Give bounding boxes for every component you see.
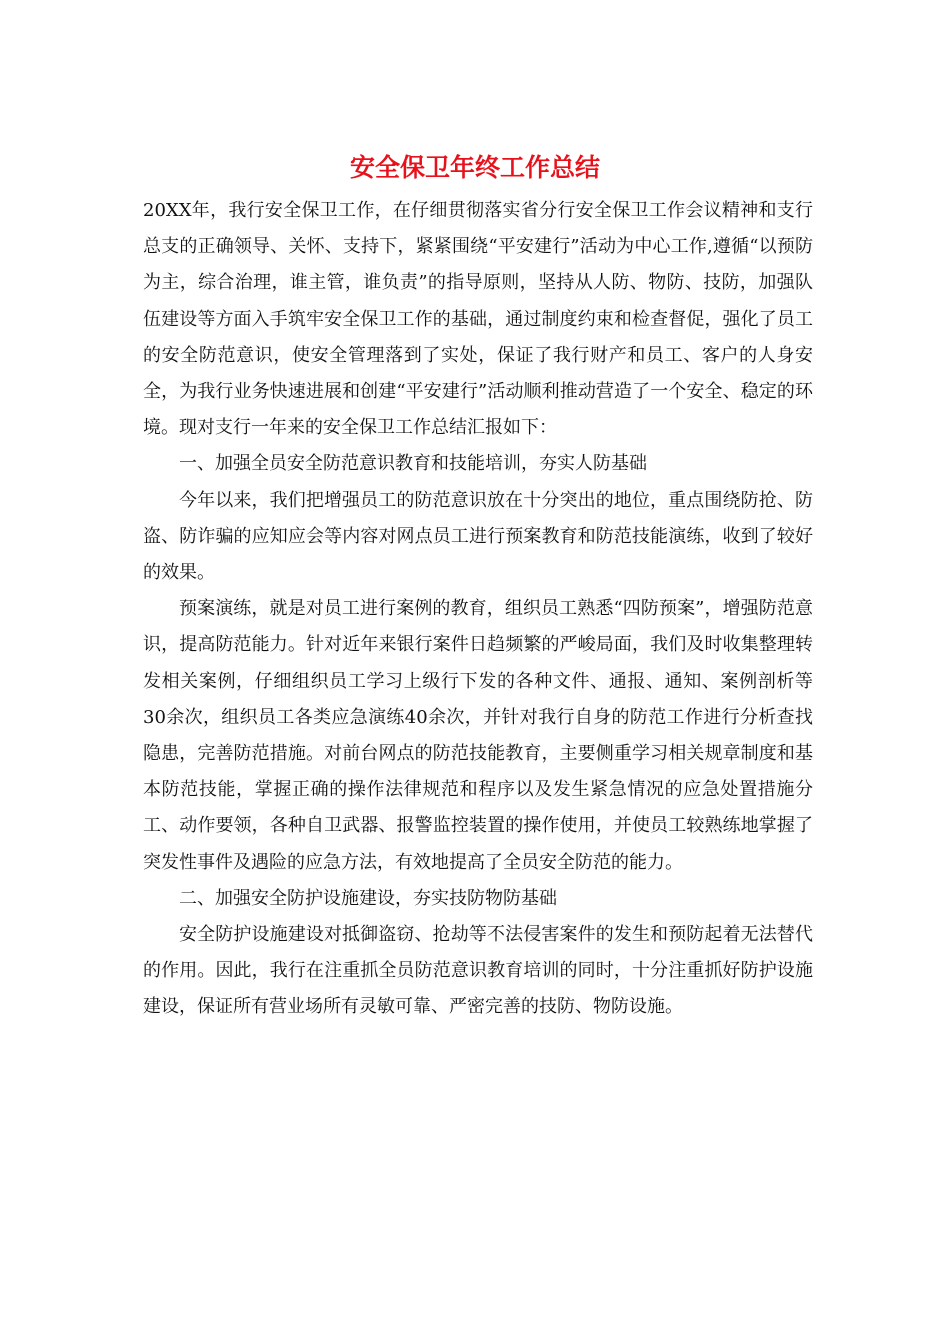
section-heading-2: 二、加强安全防护设施建设，夯实技防物防基础	[179, 887, 557, 909]
paragraph: 安全防护设施建设对抵御盗窃、抢劫等不法侵害案件的发生和预防起着无法替代的作用。因此，我行在注重抓全员防范意识教育培训的同时，十分注重抓好防护设施建设，保证所有营业场所有灵敏可靠、严密完善的技防、物防设施。	[143, 924, 813, 1018]
document-body	[143, 193, 813, 1026]
document-title: 安全保卫年终工作总结	[349, 153, 600, 182]
section-heading-1: 一、加强全员安全防范意识教育和技能培训，夯实人防基础	[179, 453, 647, 475]
paragraph-intro: 20XX年，我行安全保卫工作，在仔细贯彻落实省分行安全保卫工作会议精神和支行总支的正确领导、关怀、支持下，紧紧围绕“平安建行”活动为中心工作,遵循“以预防为主，综合治理，谁主管，谁负责”的指导原则，坚持从人防、物防、技防，加强队伍建设等方面入手筑牢安全保卫工作的基础，通过制度约束和检查督促，强化了员工的安全防范意识，使安全管理落到了实处，保证了我行财产和员工、客户的人身安全，为我行业务快速进展和创建“平安建行”活动顺利推动营造了一个安全、稳定的环境。现对支行一年来的安全保卫工作总结汇报如下：	[143, 200, 813, 439]
paragraph: 预案演练，就是对员工进行案例的教育，组织员工熟悉“四防预案”，增强防范意识，提高防范能力。针对近年来银行案件日趋频繁的严峻局面，我们及时收集整理转发相关案例，仔细组织员工学习上级行下发的各种文件、通报、通知、案例剖析等30余次，组织员工各类应急演练40余次，并针对我行自身的防范工作进行分析查找隐患，完善防范措施。对前台网点的防范技能教育，主要侧重学习相关规章制度和基本防范技能，掌握正确的操作法律规范和程序以及发生紧急情况的应急处置措施分工、动作要领，各种自卫武器、报警监控装置的操作使用，并使员工较熟练地掌握了突发性事件及遇险的应急方法，有效地提高了全员安全防范的能力。	[143, 598, 813, 873]
paragraph: 今年以来，我们把增强员工的防范意识放在十分突出的地位，重点围绕防抢、防盗、防诈骗的应知应会等内容对网点员工进行预案教育和防范技能演练，收到了较好的效果。	[143, 489, 813, 584]
